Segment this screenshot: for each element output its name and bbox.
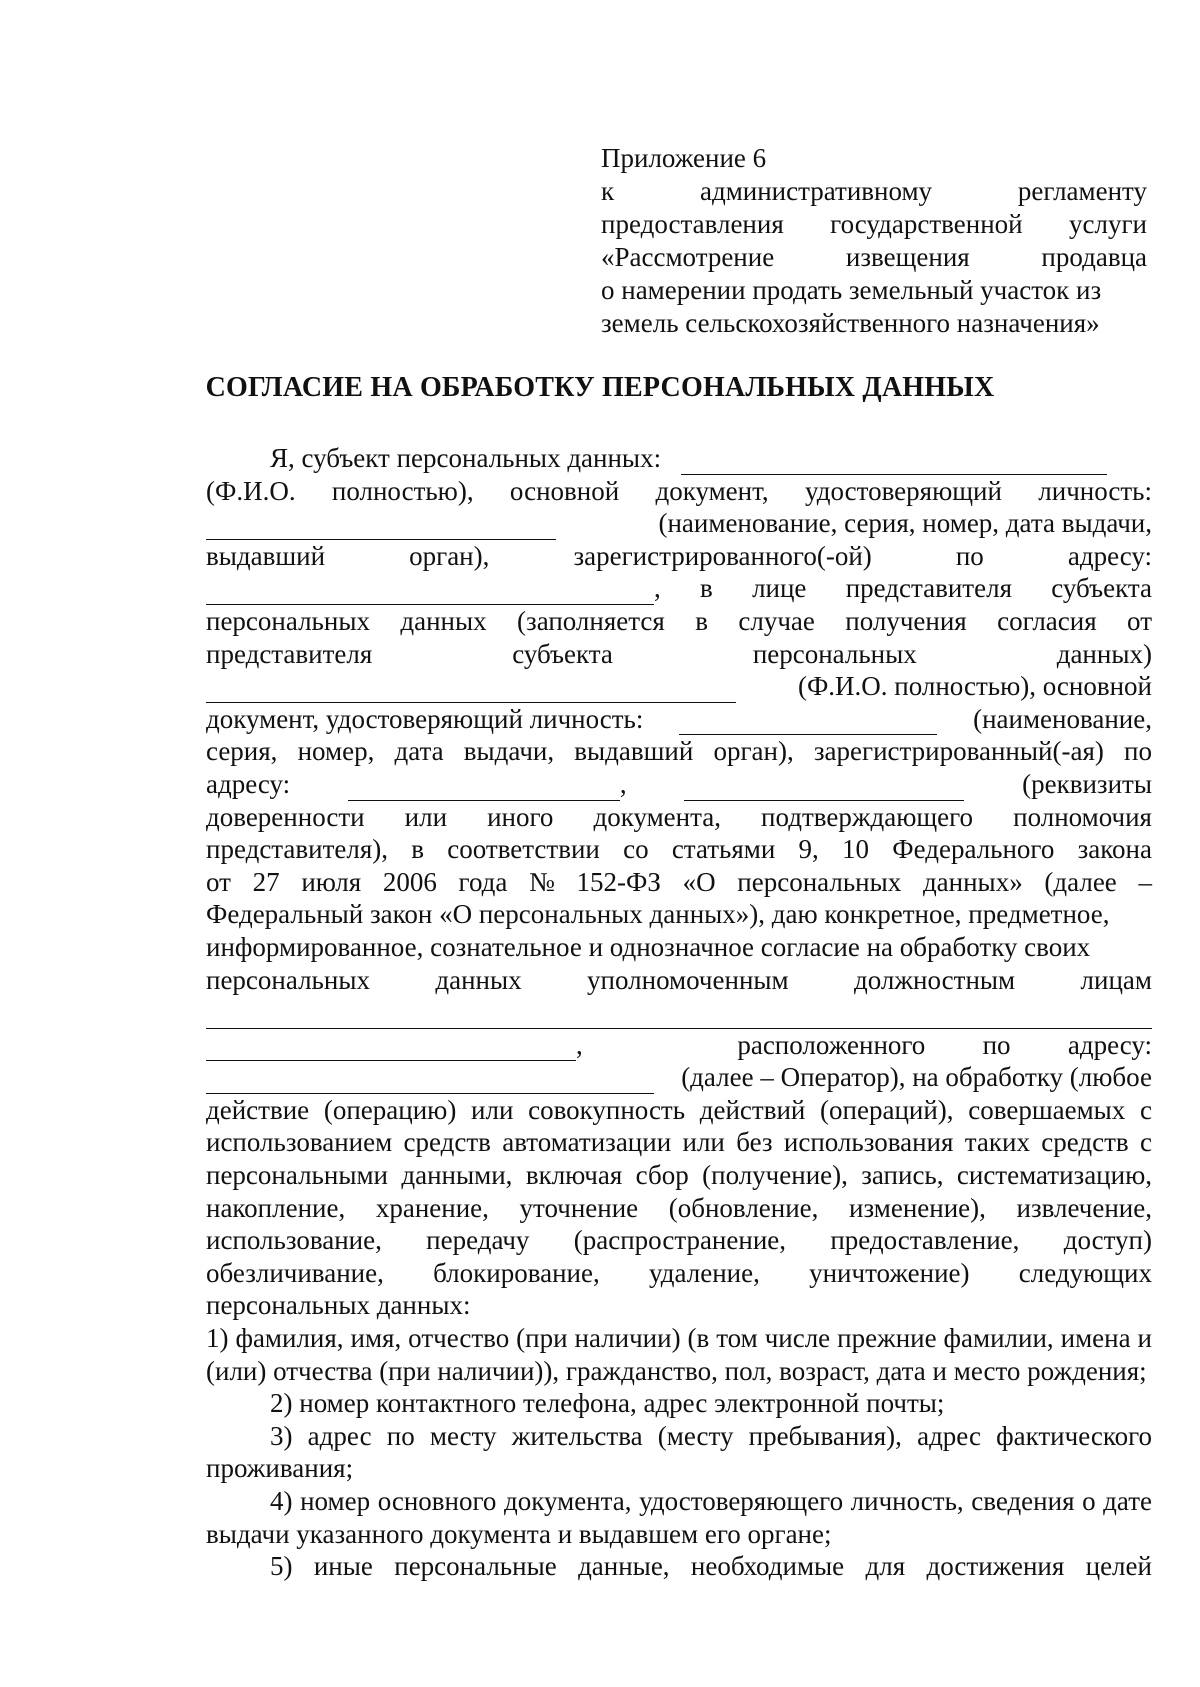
body-line-1: Я, субъект персональных данных: — [206, 442, 1152, 475]
body-line-3: (наименование, серия, номер, дата выдачи, — [206, 507, 1152, 540]
body-line-9: документ, удостоверяющий личность: (наименование, — [206, 703, 1152, 734]
body-line-13: представителя), в соответствии со статьями 9, 10 Федерального закона — [206, 834, 1152, 865]
body-line-6: персональных данных (заполняется в случае получения согласия от — [206, 605, 1152, 636]
subject-address-field[interactable] — [206, 580, 654, 605]
body-line-16: информированное, сознательное и однозначное согласие на обработку своих — [206, 931, 1091, 962]
body-line-18 — [206, 996, 1152, 1029]
identity-document-field[interactable] — [206, 515, 556, 540]
body-line-14: от 27 июля 2006 года № 152-ФЗ «О персональных данных» (далее – — [206, 866, 1152, 897]
body-line-12: доверенности или иного документа, подтверждающего полномочия — [206, 801, 1152, 832]
representative-address-field[interactable] — [348, 776, 620, 801]
body-line-7: представителя субъекта персональных данных) — [206, 638, 1152, 669]
subject-name-field[interactable] — [681, 450, 1107, 475]
body-line-19: , расположенного по адресу: — [206, 1029, 1152, 1062]
data-item-2: 2) номер контактного телефона, адрес электронной почты; — [270, 1388, 945, 1419]
data-item-1: 1) фамилия, имя, отчество (при наличии) (в том числе прежние фамилии, имена и (или) отчества (при наличии)), гражданство, пол, возраст, дата и место рождения; — [206, 1323, 1152, 1386]
appendix-line-6: земель сельскохозяйственного назначения» — [601, 308, 1100, 338]
body-line-15: Федеральный закон «О персональных данных»), даю конкретное, предметное, — [206, 899, 1110, 930]
document-title: СОГЛАСИЕ НА ОБРАБОТКУ ПЕРСОНАЛЬНЫХ ДАННЫХ — [205, 372, 995, 403]
processing-actions-paragraph: действие (операцию) или совокупность действий (операций), совершаемых с использованием средств автоматизации или без использования таких средств с персональными данными, включая сбор (получение), запись, систематизацию, накопление, хранение, уточнение (обновление, изменение), извлечение, использование, передачу (распространение, предоставление, доступ) обезличивание, блокирование, удаление, уничтожение) следующих персональных данных: — [206, 1094, 1152, 1321]
representative-name-field[interactable] — [206, 678, 736, 703]
data-item-4: 4) номер основного документа, удостоверяющего личность, сведения о дате выдачи указанного документа и выдавшем его органе; — [206, 1486, 1152, 1549]
consent-body — [206, 442, 1152, 1583]
operator-name-field[interactable] — [206, 1036, 576, 1061]
data-item-3: 3) адрес по месту жительства (месту пребывания), адрес фактического проживания; — [206, 1420, 1152, 1484]
body-line-17: персональных данных уполномоченным должностным лицам — [206, 964, 1152, 995]
body-line-5: , в лице представителя субъекта — [206, 572, 1152, 605]
appendix-line-2: к административному регламенту — [601, 176, 1147, 206]
operator-address-field[interactable] — [206, 1069, 654, 1094]
body-line-2: (Ф.И.О. полностью), основной документ, удостоверяющий личность: — [206, 475, 1152, 506]
body-line-4: выдавший орган), зарегистрированного(-ой) по адресу: — [206, 540, 1152, 571]
body-line-10: серия, номер, дата выдачи, выдавший орган), зарегистрированный(-ая) по — [206, 736, 1152, 767]
authorized-persons-field[interactable] — [206, 1004, 1152, 1029]
data-item-5: 5) иные персональные данные, необходимые для достижения целей — [270, 1551, 1152, 1582]
power-of-attorney-field[interactable] — [684, 776, 964, 801]
representative-document-field[interactable] — [679, 710, 937, 735]
appendix-line-5: о намерении продать земельный участок из — [601, 275, 1102, 305]
body-line-11: адресу: , (реквизиты — [206, 768, 1152, 799]
appendix-line-3: предоставления государственной услуги — [601, 209, 1147, 239]
body-line-20: (далее – Оператор), на обработку (любое — [206, 1061, 1152, 1094]
appendix-header — [601, 142, 1147, 340]
appendix-number: Приложение 6 — [601, 143, 767, 173]
appendix-line-4: «Рассмотрение извещения продавца — [601, 242, 1147, 272]
body-line-8: (Ф.И.О. полностью), основной — [206, 670, 1152, 703]
